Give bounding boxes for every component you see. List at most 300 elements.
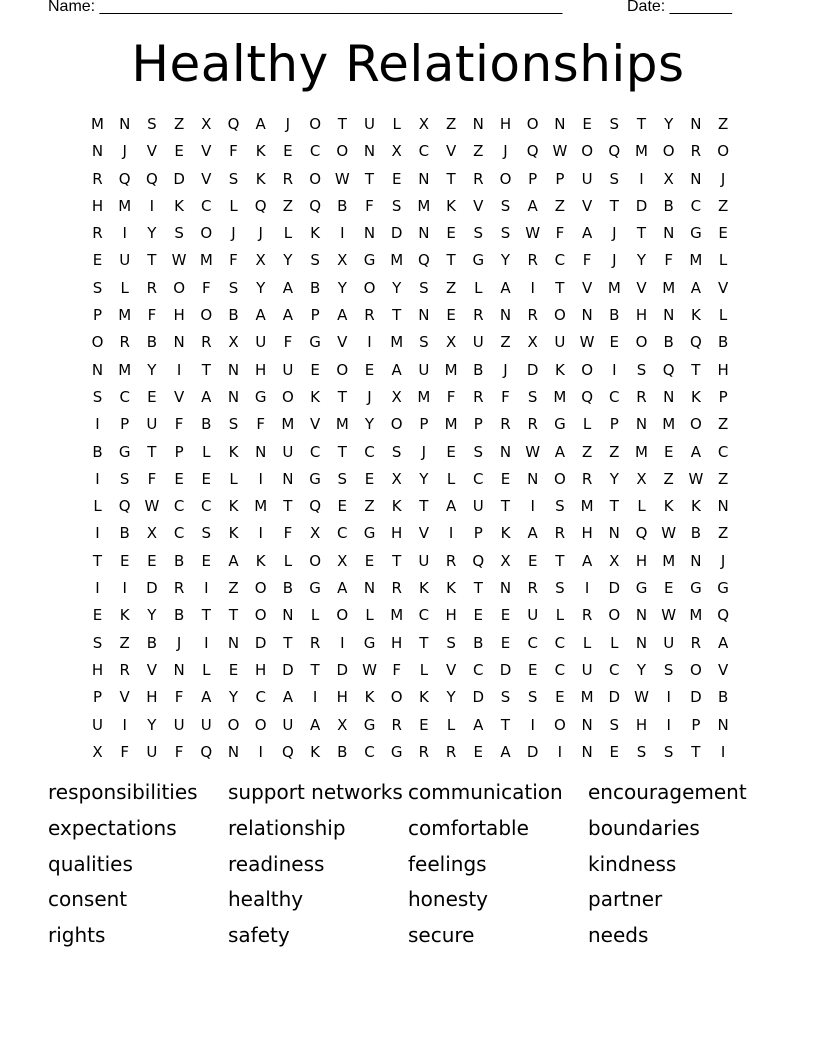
grid-row — [84, 493, 736, 520]
grid-letter: T — [636, 115, 647, 133]
grid-letter: Q — [227, 115, 240, 133]
grid-letter: O — [309, 169, 321, 188]
grid-letter: U — [282, 715, 294, 734]
grid-letter: N — [690, 115, 702, 133]
grid-letter: S — [609, 115, 620, 133]
grid-letter: M — [444, 415, 458, 434]
grid-letter: I — [204, 633, 209, 652]
grid-letter: S — [446, 633, 456, 652]
grid-letter: R — [581, 606, 593, 625]
grid-letter: P — [473, 415, 483, 434]
grid-letter: J — [367, 387, 372, 406]
grid-letter: L — [229, 469, 238, 488]
grid-letter: X — [337, 551, 348, 570]
grid-letter: X — [337, 715, 348, 734]
grid-letter: A — [500, 278, 511, 297]
grid-letter: Q — [118, 497, 131, 516]
grid-letter: S — [609, 169, 620, 188]
grid-row — [84, 684, 736, 711]
grid-letter: X — [255, 251, 266, 270]
grid-letter: M — [199, 251, 213, 270]
grid-letter: F — [201, 278, 211, 297]
grid-letter: B — [473, 360, 484, 379]
grid-letter: T — [636, 224, 647, 243]
grid-letter: J — [720, 169, 726, 188]
grid-letter: W — [144, 497, 160, 516]
grid-letter: N — [635, 633, 648, 652]
grid-row — [84, 275, 736, 302]
grid-letter: O — [390, 688, 403, 707]
grid-letter: Z — [119, 633, 130, 652]
grid-letter: V — [581, 278, 593, 297]
page-title: Healthy Relationships — [131, 35, 685, 93]
grid-letter: I — [95, 469, 100, 488]
grid-letter: K — [174, 196, 185, 215]
grid-letter: L — [582, 415, 592, 434]
grid-letter: L — [229, 196, 238, 215]
grid-letter: A — [391, 360, 402, 379]
grid-letter: E — [201, 469, 212, 488]
grid-letter: M — [689, 251, 703, 270]
grid-letter: H — [146, 688, 158, 707]
grid-letter: F — [501, 387, 510, 406]
grid-letter: F — [555, 224, 565, 243]
grid-letter: V — [445, 142, 457, 161]
grid-letter: O — [635, 333, 648, 352]
grid-letter: T — [337, 387, 347, 406]
grid-letter: K — [310, 387, 321, 406]
grid-letter: F — [229, 142, 238, 161]
grid-letter: J — [258, 224, 263, 243]
grid-letter: N — [554, 115, 566, 133]
grid-letter: N — [227, 360, 240, 379]
grid-row — [84, 302, 736, 329]
grid-letter: L — [120, 278, 129, 297]
grid-letter: P — [555, 169, 565, 188]
grid-letter: O — [553, 306, 566, 325]
grid-letter: Y — [636, 251, 647, 270]
grid-letter: A — [201, 688, 212, 707]
grid-letter: R — [527, 306, 538, 325]
grid-letter: T — [392, 551, 402, 570]
grid-letter: O — [717, 142, 729, 161]
word-bank-item: readiness — [228, 851, 325, 876]
grid-letter: K — [690, 497, 701, 516]
grid-letter: K — [391, 497, 402, 516]
grid-letter: T — [392, 306, 402, 325]
grid-letter: P — [718, 387, 728, 406]
grid-letter: Z — [473, 142, 484, 161]
grid-letter: R — [473, 387, 484, 406]
grid-letter: Z — [717, 415, 729, 434]
grid-letter: L — [365, 606, 374, 625]
grid-letter: J — [421, 442, 427, 461]
grid-letter: M — [607, 278, 621, 297]
grid-letter: H — [635, 306, 648, 325]
grid-letter: S — [636, 742, 647, 761]
grid-letter: F — [174, 688, 184, 707]
grid-letter: K — [255, 551, 266, 570]
grid-letter: N — [91, 142, 104, 161]
grid-letter: L — [718, 306, 728, 325]
grid-letter: B — [717, 333, 729, 352]
word-search-grid — [84, 111, 736, 766]
grid-letter: H — [581, 524, 593, 543]
grid-letter: O — [581, 360, 593, 379]
grid-letter: E — [364, 469, 375, 488]
grid-letter: T — [337, 442, 347, 461]
grid-letter: L — [555, 606, 565, 625]
grid-letter: A — [255, 306, 266, 325]
grid-letter: J — [612, 251, 617, 270]
grid-letter: D — [499, 660, 512, 679]
grid-letter: S — [201, 524, 212, 543]
grid-letter: Z — [228, 579, 239, 598]
grid-letter: V — [146, 142, 158, 161]
grid-letter: S — [310, 251, 320, 270]
grid-letter: V — [717, 660, 729, 679]
grid-letter: Z — [663, 469, 674, 488]
grid-letter: N — [173, 660, 185, 679]
grid-letter: V — [445, 660, 457, 679]
grid-letter: T — [419, 633, 429, 652]
grid-letter: D — [336, 660, 349, 679]
grid-letter: P — [310, 306, 320, 325]
grid-letter: P — [92, 688, 103, 707]
grid-letter: L — [283, 551, 293, 570]
grid-letter: F — [229, 251, 238, 270]
grid-letter: I — [666, 688, 671, 707]
grid-letter: S — [663, 660, 674, 679]
grid-letter: J — [612, 224, 617, 243]
grid-letter: K — [310, 742, 321, 761]
grid-letter: N — [282, 469, 294, 488]
grid-letter: J — [176, 633, 182, 652]
grid-letter: Y — [609, 469, 619, 488]
grid-letter: M — [417, 196, 431, 215]
grid-letter: K — [446, 579, 457, 598]
grid-letter: G — [554, 415, 566, 434]
grid-letter: D — [608, 579, 621, 598]
grid-letter: C — [554, 251, 566, 270]
grid-letter: G — [690, 224, 702, 243]
grid-letter: U — [472, 497, 484, 516]
grid-letter: B — [337, 742, 348, 761]
grid-letter: C — [690, 196, 702, 215]
grid-letter: Y — [500, 251, 511, 270]
grid-letter: M — [281, 415, 295, 434]
grid-letter: H — [336, 688, 348, 707]
grid-letter: N — [635, 415, 648, 434]
grid-letter: B — [146, 633, 158, 652]
grid-letter: A — [337, 306, 348, 325]
grid-letter: G — [635, 579, 648, 598]
grid-letter: I — [122, 224, 127, 243]
grid-letter: S — [636, 360, 647, 379]
grid-letter: F — [147, 306, 157, 325]
grid-letter: N — [663, 387, 675, 406]
grid-letter: T — [364, 169, 375, 188]
grid-letter: I — [95, 579, 100, 598]
grid-letter: L — [474, 278, 483, 297]
grid-letter: N — [227, 633, 240, 652]
grid-letter: N — [581, 715, 593, 734]
grid-letter: X — [663, 169, 674, 188]
grid-letter: Z — [581, 442, 593, 461]
grid-letter: N — [173, 333, 185, 352]
grid-letter: I — [95, 524, 100, 543]
grid-letter: H — [255, 660, 267, 679]
grid-letter: Q — [717, 606, 729, 625]
grid-letter: I — [312, 688, 318, 707]
grid-letter: N — [635, 606, 648, 625]
grid-letter: E — [609, 333, 620, 352]
grid-letter: V — [636, 278, 647, 297]
grid-letter: N — [608, 524, 620, 543]
grid-letter: C — [717, 442, 729, 461]
grid-letter: M — [662, 551, 676, 570]
grid-letter: V — [473, 196, 484, 215]
grid-row — [84, 548, 736, 575]
grid-letter: I — [666, 715, 671, 734]
grid-letter: Y — [147, 606, 157, 625]
grid-letter: T — [609, 196, 619, 215]
word-bank-item: healthy — [228, 887, 304, 912]
grid-letter: R — [119, 660, 130, 679]
grid-row — [84, 247, 736, 274]
grid-letter: C — [173, 524, 185, 543]
grid-letter: W — [334, 169, 350, 188]
grid-letter: A — [282, 278, 294, 297]
grid-letter: C — [609, 660, 620, 679]
grid-letter: L — [202, 660, 211, 679]
grid-letter: A — [473, 715, 484, 734]
grid-letter: H — [91, 660, 104, 679]
grid-letter: A — [282, 306, 294, 325]
grid-letter: F — [664, 251, 673, 270]
grid-letter: K — [255, 142, 266, 161]
grid-letter: E — [473, 742, 484, 761]
grid-letter: R — [473, 169, 484, 188]
word-bank-item: communication — [408, 780, 563, 804]
date-field-label: Date: _______ — [627, 0, 732, 15]
grid-letter: I — [530, 278, 535, 297]
grid-letter: Y — [364, 415, 375, 434]
grid-letter: Q — [254, 196, 267, 215]
grid-letter: M — [662, 278, 676, 297]
grid-letter: Q — [608, 142, 621, 161]
grid-letter: E — [419, 715, 429, 734]
grid-letter: E — [446, 224, 456, 243]
grid-letter: J — [122, 142, 127, 161]
grid-letter: Y — [419, 469, 429, 488]
grid-letter: R — [146, 278, 158, 297]
grid-letter: X — [228, 333, 239, 352]
grid-letter: V — [119, 688, 130, 707]
grid-letter: O — [309, 115, 321, 133]
grid-letter: V — [146, 660, 158, 679]
grid-letter: B — [228, 306, 239, 325]
grid-row — [84, 384, 736, 411]
grid-letter: O — [581, 142, 593, 161]
grid-letter: I — [149, 196, 155, 215]
grid-letter: T — [446, 251, 456, 270]
grid-letter: F — [283, 333, 293, 352]
grid-letter: R — [500, 415, 511, 434]
grid-letter: M — [689, 606, 703, 625]
grid-letter: E — [228, 660, 239, 679]
grid-letter: R — [201, 333, 212, 352]
grid-letter: Q — [635, 524, 648, 543]
grid-letter: C — [201, 196, 212, 215]
grid-letter: M — [91, 115, 104, 133]
grid-letter: U — [92, 715, 103, 734]
grid-letter: B — [201, 415, 212, 434]
grid-letter: O — [499, 169, 512, 188]
grid-letter: Q — [662, 360, 675, 379]
grid-letter: S — [174, 224, 184, 243]
grid-letter: C — [309, 142, 321, 161]
grid-letter: U — [119, 251, 131, 270]
grid-row — [84, 712, 736, 739]
grid-letter: E — [92, 606, 103, 625]
grid-letter: H — [635, 551, 648, 570]
grid-letter: U — [173, 715, 185, 734]
grid-letter: G — [309, 333, 321, 352]
grid-letter: T — [92, 551, 103, 570]
grid-letter: I — [258, 742, 263, 761]
word-bank-item: partner — [588, 887, 663, 912]
grid-letter: K — [228, 524, 239, 543]
grid-letter: I — [258, 524, 263, 543]
grid-letter: N — [690, 169, 702, 188]
grid-letter: G — [390, 742, 403, 761]
grid-letter: X — [609, 551, 620, 570]
grid-letter: F — [365, 196, 374, 215]
grid-row — [84, 329, 736, 356]
grid-letter: D — [526, 742, 539, 761]
grid-letter: X — [445, 333, 457, 352]
grid-letter: I — [530, 497, 535, 516]
grid-letter: A — [500, 742, 511, 761]
grid-letter: T — [500, 497, 511, 516]
grid-letter: Y — [147, 224, 157, 243]
grid-letter: C — [309, 442, 321, 461]
grid-letter: O — [390, 415, 403, 434]
grid-letter: Q — [309, 497, 321, 516]
grid-letter: R — [581, 469, 593, 488]
grid-letter: C — [609, 387, 620, 406]
grid-letter: S — [228, 278, 239, 297]
grid-letter: T — [691, 360, 701, 379]
grid-letter: L — [310, 606, 320, 625]
name-field-label: Name: ____________________________________________________ — [48, 0, 563, 15]
grid-letter: R — [690, 142, 702, 161]
grid-letter: Z — [717, 115, 729, 133]
word-bank-item: consent — [48, 887, 128, 912]
grid-letter: X — [309, 524, 321, 543]
grid-letter: R — [92, 224, 103, 243]
grid-letter: E — [147, 551, 157, 570]
grid-letter: N — [255, 442, 267, 461]
grid-letter: E — [663, 579, 674, 598]
grid-letter: N — [363, 579, 376, 598]
grid-letter: K — [228, 442, 239, 461]
grid-letter: D — [526, 360, 539, 379]
grid-letter: C — [201, 497, 212, 516]
grid-letter: Y — [147, 715, 157, 734]
grid-letter: N — [363, 224, 376, 243]
grid-letter: B — [717, 688, 729, 707]
grid-letter: D — [608, 688, 621, 707]
grid-letter: D — [254, 633, 267, 652]
grid-letter: I — [204, 579, 209, 598]
word-bank-item: rights — [48, 923, 106, 948]
grid-letter: I — [95, 415, 100, 434]
grid-letter: E — [174, 469, 184, 488]
grid-letter: P — [473, 524, 483, 543]
grid-letter: P — [120, 415, 130, 434]
grid-letter: U — [282, 360, 294, 379]
grid-letter: V — [717, 278, 729, 297]
grid-letter: R — [418, 742, 430, 761]
grid-letter: C — [255, 688, 266, 707]
grid-letter: I — [258, 469, 263, 488]
grid-letter: P — [609, 415, 619, 434]
grid-row — [84, 602, 736, 629]
grid-letter: L — [283, 224, 293, 243]
grid-letter: A — [228, 551, 239, 570]
grid-letter: J — [503, 360, 508, 379]
grid-letter: T — [147, 442, 157, 461]
grid-letter: O — [689, 415, 702, 434]
grid-letter: B — [473, 633, 484, 652]
grid-letter: Y — [337, 278, 347, 297]
grid-letter: E — [201, 551, 212, 570]
word-bank-item: safety — [228, 923, 290, 948]
grid-letter: C — [418, 142, 430, 161]
grid-letter: D — [635, 196, 648, 215]
grid-letter: X — [391, 387, 402, 406]
grid-letter: L — [582, 633, 592, 652]
grid-letter: X — [500, 551, 511, 570]
grid-letter: N — [499, 442, 512, 461]
grid-letter: U — [146, 742, 158, 761]
grid-letter: C — [473, 660, 484, 679]
grid-letter: E — [364, 360, 375, 379]
grid-letter: N — [663, 224, 675, 243]
grid-letter: S — [609, 715, 620, 734]
grid-letter: K — [255, 169, 266, 188]
grid-letter: R — [445, 742, 457, 761]
grid-letter: Z — [554, 196, 566, 215]
grid-letter: B — [92, 442, 103, 461]
grid-letter: N — [227, 742, 240, 761]
grid-letter: P — [174, 442, 184, 461]
grid-letter: U — [472, 333, 484, 352]
grid-letter: B — [609, 306, 620, 325]
grid-letter: T — [609, 497, 619, 516]
grid-letter: R — [173, 579, 185, 598]
grid-letter: G — [363, 524, 376, 543]
grid-letter: O — [200, 306, 213, 325]
grid-letter: J — [503, 142, 508, 161]
grid-letter: I — [612, 360, 617, 379]
grid-letter: E — [582, 115, 592, 133]
grid-letter: N — [499, 306, 512, 325]
grid-letter: O — [608, 606, 621, 625]
grid-letter: O — [254, 606, 267, 625]
